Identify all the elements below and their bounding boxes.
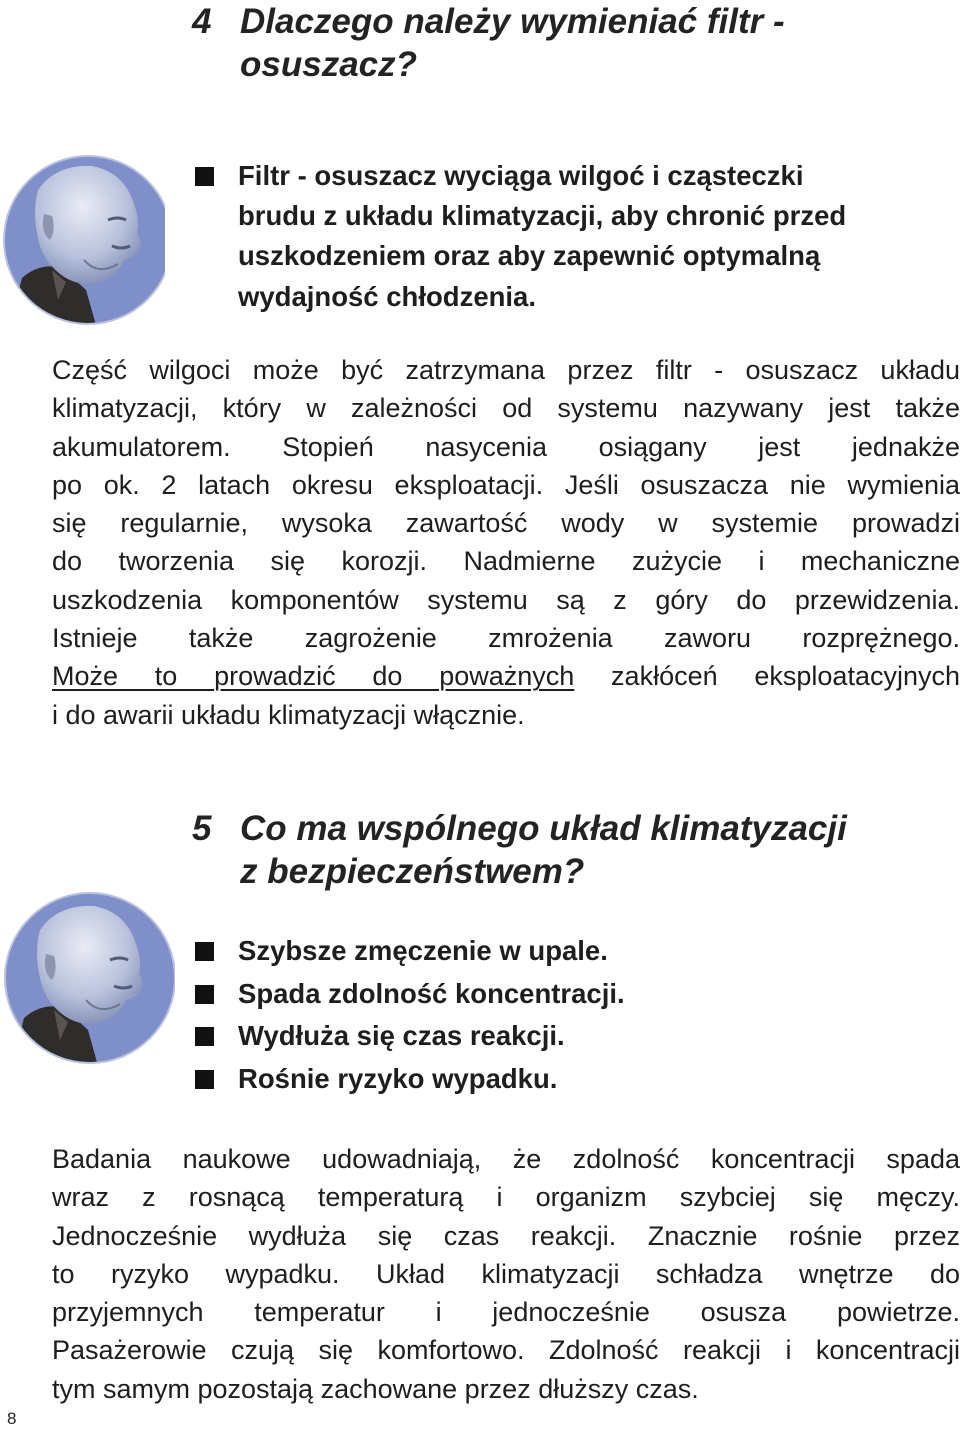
underlined-text: Może to prowadzić do poważnych (52, 661, 575, 692)
paragraph-line: uszkodzenia komponentów systemu są z góry do przewidzenia. (52, 584, 960, 615)
bald-man-portrait-icon (0, 150, 165, 325)
bullet-text: Szybsze zmęczenie w upale. (238, 935, 608, 966)
section-4-number: 4 (192, 2, 212, 41)
bullet-line: Filtr - osuszacz wyciąga wilgoć i cząsteczki (238, 160, 804, 191)
paragraph-line: Istnieje także zagrożenie zmrożenia zaworu rozprężnego. (52, 623, 960, 654)
section-4-paragraph (52, 351, 960, 734)
square-bullet-icon (195, 985, 214, 1004)
bullet-line: uszkodzeniem oraz aby zapewnić optymalną (238, 240, 821, 272)
paragraph-line (52, 657, 960, 695)
bald-man-portrait-icon (0, 888, 175, 1066)
section-5-avatar (0, 888, 175, 1066)
section-4-heading (192, 0, 785, 86)
page-number: 8 (7, 1409, 17, 1428)
bullet-text: Spada zdolność koncentracji. (238, 977, 625, 1009)
paragraph-text: zakłóceń eksploatacyjnych (574, 661, 960, 692)
paragraph-line: do tworzenia się korozji. Nadmierne zużycie i mechaniczne (52, 546, 960, 577)
square-bullet-icon (195, 167, 214, 186)
paragraph-line: wraz z rosnącą temperaturą i organizm szybciej się męczy. (52, 1182, 960, 1213)
section-5-title-line-2: z bezpieczeństwem? (240, 852, 585, 891)
list-item (195, 930, 625, 973)
paragraph-line: Jednocześnie wydłuża się czas reakcji. Znacznie rośnie przez (52, 1220, 960, 1251)
paragraph-line: Badania naukowe udowadniają, że zdolność koncentracji spada (52, 1144, 960, 1174)
list-item (195, 1058, 625, 1101)
section-4-bullet-list (195, 156, 846, 317)
paragraph-line: akumulatorem. Stopień nasycenia osiągany jest jednakże (52, 431, 960, 462)
paragraph-line: Część wilgoci może być zatrzymana przez filtr - osuszacz układu (52, 355, 960, 385)
square-bullet-icon (195, 1027, 214, 1046)
section-4-avatar (0, 150, 165, 325)
paragraph-line: po ok. 2 latach okresu eksploatacji. Jeśli osuszacza nie wymienia (52, 469, 960, 500)
section-5-title-line-1: Co ma wspólnego układ klimatyzacji (240, 809, 847, 848)
section-5-bullet-list (195, 930, 625, 1101)
section-5-paragraph (52, 1140, 960, 1408)
section-4-title-line-1: Dlaczego należy wymieniać filtr - (240, 2, 785, 41)
list-item (195, 156, 846, 317)
list-item (195, 1015, 625, 1058)
paragraph-line: przyjemnych temperatur i jednocześnie osusza powietrze. (52, 1297, 960, 1328)
section-5-heading (192, 807, 847, 893)
bullet-text: Rośnie ryzyko wypadku. (238, 1063, 558, 1095)
paragraph-line: Pasażerowie czują się komfortowo. Zdolność reakcji i koncentracji (52, 1335, 960, 1366)
paragraph-line: to ryzyko wypadku. Układ klimatyzacji schładza wnętrze do (52, 1258, 960, 1289)
bullet-text: Wydłuża się czas reakcji. (238, 1020, 565, 1052)
paragraph-line: klimatyzacji, który w zależności od systemu nazywany jest także (52, 393, 960, 424)
bullet-line: brudu z układu klimatyzacji, aby chronić przed (238, 200, 847, 232)
paragraph-line: się regularnie, wysoka zawartość wody w systemie prowadzi (52, 508, 960, 539)
paragraph-line: i do awarii układu klimatyzacji włącznie. (52, 699, 525, 730)
square-bullet-icon (195, 942, 214, 961)
section-5-number: 5 (192, 809, 212, 848)
section-4-title-line-2: osuszacz? (240, 45, 417, 84)
paragraph-line: tym samym pozostają zachowane przez dłuższy czas. (52, 1373, 699, 1404)
list-item (195, 973, 625, 1016)
bullet-line: wydajność chłodzenia. (238, 280, 536, 312)
square-bullet-icon (195, 1070, 214, 1089)
